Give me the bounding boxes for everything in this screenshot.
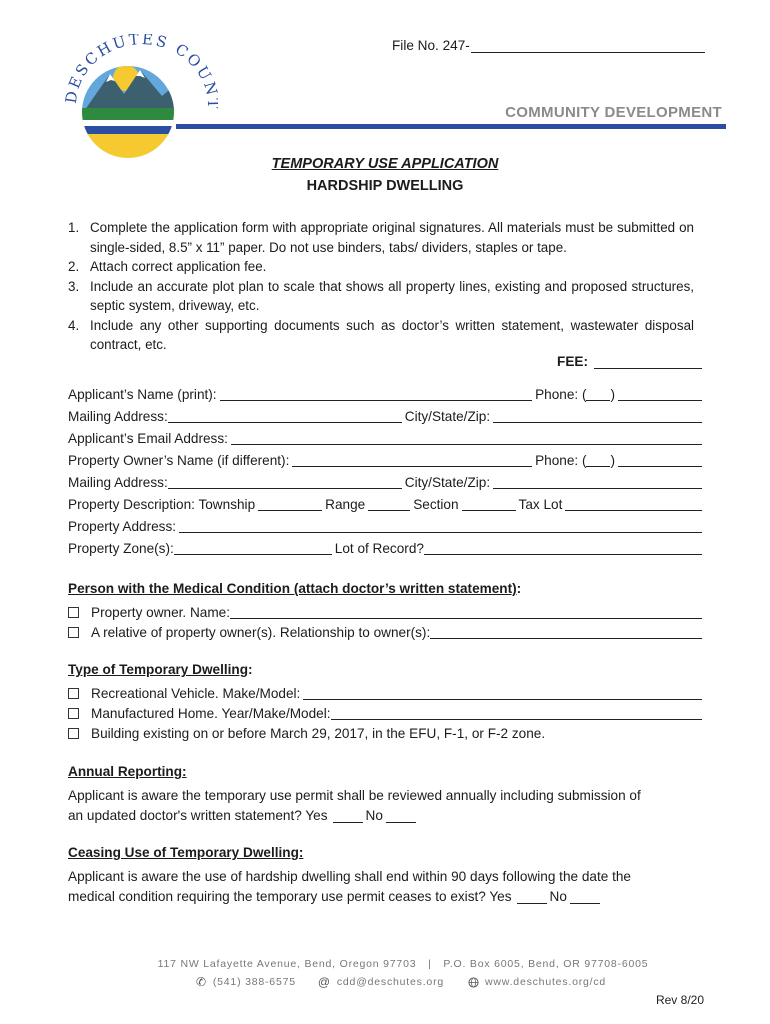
owner-phone-area-code-blank[interactable]	[586, 453, 610, 467]
instruction-number: 2.	[68, 259, 80, 274]
annual-yes-blank[interactable]	[333, 809, 363, 823]
dwelling-heading-text: Type of Temporary Dwelling	[68, 662, 249, 677]
applicant-name-row	[68, 386, 702, 404]
annual-yes-label: an updated doctor's written statement? Yes	[68, 808, 328, 823]
medical-heading-colon: :	[516, 581, 522, 596]
instruction-text: Include an accurate plot plan to scale that shows all property lines, existing and proposed structures, septic system, driveway, etc.	[90, 278, 694, 313]
instruction-text: Complete the application form with appropriate original signatures. All materials must be submitted on single-sided, 8.5” x 11” paper. Do not use binders, tabs/ dividers, staples or tape.	[90, 220, 694, 255]
mailing-address-row	[68, 408, 702, 426]
email-blank[interactable]	[231, 431, 702, 445]
ceasing-yes-label: medical condition requiring the temporary use permit ceases to exist? Yes	[68, 889, 512, 904]
footer-website[interactable]: www.deschutes.org/cd	[485, 976, 607, 988]
manufactured-home-label: Manufactured Home. Year/Make/Model:	[91, 706, 331, 721]
dwelling-option-rv	[68, 685, 702, 703]
header-rule	[176, 124, 726, 129]
ceasing-text-line2	[68, 887, 702, 907]
phone-blank[interactable]	[618, 387, 702, 401]
owner-phone-blank[interactable]	[618, 453, 702, 467]
rv-checkbox[interactable]	[68, 688, 79, 699]
owner-city-state-zip-label: City/State/Zip:	[404, 475, 491, 490]
relationship-blank[interactable]	[430, 625, 702, 639]
dwelling-option-manufactured	[68, 705, 702, 723]
relative-label: A relative of property owner(s). Relationship to owner(s):	[91, 625, 431, 640]
phone-paren-close: )	[610, 387, 615, 402]
phone-icon: ✆	[196, 975, 207, 989]
email-label: Applicant’s Email Address:	[68, 431, 228, 446]
annual-reporting-heading: Annual Reporting:	[68, 764, 187, 779]
instruction-number: 3.	[68, 278, 80, 294]
at-icon: @	[317, 975, 331, 989]
medical-option-owner	[68, 604, 702, 622]
property-owner-checkbox[interactable]	[68, 607, 79, 618]
annual-reporting-text	[68, 786, 702, 826]
medical-heading-text: Person with the Medical Condition (attach doctor’s written statement)	[68, 581, 517, 596]
file-number-blank[interactable]	[471, 40, 705, 53]
footer-po-box: P.O. Box 6005, Bend, OR 97708-6005	[443, 958, 649, 970]
lot-of-record-blank[interactable]	[424, 541, 702, 555]
annual-text-line1: Applicant is aware the temporary use permit shall be reviewed annually including submission of	[68, 788, 641, 803]
township-blank[interactable]	[258, 497, 322, 511]
ceasing-use-heading: Ceasing Use of Temporary Dwelling:	[68, 845, 304, 860]
owner-name-blank[interactable]	[292, 453, 532, 467]
range-label: Range	[325, 497, 366, 512]
property-owner-label: Property owner. Name:	[91, 605, 231, 620]
section-blank[interactable]	[462, 497, 516, 511]
owner-phone-paren-close: )	[610, 453, 615, 468]
tax-lot-blank[interactable]	[565, 497, 702, 511]
applicant-name-label: Applicant’s Name (print):	[68, 387, 217, 402]
fee-label: FEE:	[557, 354, 588, 369]
ceasing-no-blank[interactable]	[570, 890, 600, 904]
annual-no-blank[interactable]	[386, 809, 416, 823]
fee-blank[interactable]	[594, 356, 702, 369]
form-subtitle: HARDSHIP DWELLING	[306, 178, 464, 194]
medical-option-relative	[68, 624, 702, 642]
owner-name-label: Property Owner’s Name (if different):	[68, 453, 290, 468]
property-zone-label: Property Zone(s):	[68, 541, 174, 556]
phone-area-code-blank[interactable]	[586, 387, 610, 401]
email-row	[68, 430, 702, 448]
owner-phone-label: Phone: (	[535, 453, 587, 468]
fee-field	[557, 354, 702, 369]
phone-label: Phone: (	[535, 387, 587, 402]
instruction-item	[68, 277, 694, 316]
owner-mailing-address-row	[68, 474, 702, 492]
section-label: Section	[413, 497, 459, 512]
property-zone-row	[68, 540, 702, 558]
dwelling-section-heading	[68, 662, 253, 677]
property-owner-name-blank[interactable]	[230, 605, 702, 619]
annual-no-label: No	[365, 808, 383, 823]
existing-building-checkbox[interactable]	[68, 728, 79, 739]
township-label: Property Description: Township	[68, 497, 256, 512]
county-logo	[62, 34, 218, 168]
range-blank[interactable]	[368, 497, 410, 511]
mailing-address-blank[interactable]	[168, 409, 402, 423]
footer-address: 117 NW Lafayette Avenue, Bend, Oregon 97703	[157, 958, 417, 970]
owner-name-row	[68, 452, 702, 470]
instruction-item	[68, 257, 694, 277]
medical-section-heading	[68, 581, 521, 596]
property-address-blank[interactable]	[179, 519, 702, 533]
file-number-field	[392, 38, 705, 53]
instruction-number: 4.	[68, 317, 80, 333]
property-zone-blank[interactable]	[174, 541, 332, 555]
instruction-item	[68, 218, 694, 257]
ceasing-use-text	[68, 867, 702, 907]
tax-lot-label: Tax Lot	[518, 497, 563, 512]
ceasing-yes-blank[interactable]	[517, 890, 547, 904]
city-state-zip-label: City/State/Zip:	[404, 409, 491, 424]
footer-contact-line	[196, 975, 606, 989]
instruction-text: Attach correct application fee.	[90, 259, 267, 274]
globe-icon	[468, 977, 479, 988]
logo-text: DESCHUTES COU	[62, 34, 217, 105]
dwelling-heading-colon: :	[248, 662, 253, 677]
owner-mailing-address-blank[interactable]	[168, 475, 402, 489]
instruction-number: 1.	[68, 220, 80, 235]
annual-text-line2	[68, 806, 702, 826]
manufactured-home-blank[interactable]	[331, 706, 702, 720]
revision-label: Rev 8/20	[655, 993, 704, 1007]
instruction-item	[68, 316, 694, 355]
applicant-name-blank[interactable]	[220, 387, 532, 401]
owner-mailing-address-label: Mailing Address:	[68, 475, 168, 490]
department-name: COMMUNITY DEVELOPMENT	[505, 104, 722, 121]
city-state-zip-blank[interactable]	[493, 409, 702, 423]
footer-phone: (541) 388-6575	[212, 976, 296, 988]
file-number-label: File No. 247-	[392, 38, 470, 53]
footer-separator: |	[428, 958, 432, 970]
rv-label: Recreational Vehicle. Make/Model:	[91, 686, 301, 701]
ceasing-text-line1: Applicant is aware the use of hardship dwelling shall end within 90 days following the date the	[68, 869, 631, 884]
manufactured-home-checkbox[interactable]	[68, 708, 79, 719]
footer-address-line	[0, 958, 770, 970]
form-title: TEMPORARY USE APPLICATION	[271, 156, 499, 172]
mailing-address-label: Mailing Address:	[68, 409, 168, 424]
lot-of-record-label: Lot of Record?	[334, 541, 424, 556]
property-address-row	[68, 518, 702, 536]
existing-building-label: Building existing on or before March 29, 2017, in the EFU, F-1, or F-2 zone.	[91, 726, 546, 741]
instruction-text: Include any other supporting documents such as doctor’s written statement, wastewater disposal contract, etc.	[90, 317, 694, 352]
footer-email[interactable]: cdd@deschutes.org	[336, 976, 445, 988]
owner-city-state-zip-blank[interactable]	[493, 475, 702, 489]
relative-checkbox[interactable]	[68, 627, 79, 638]
logo-graphic	[62, 34, 218, 168]
dwelling-option-building	[68, 725, 702, 743]
property-description-row	[68, 496, 702, 514]
ceasing-no-label: No	[549, 889, 567, 904]
instructions-list	[68, 218, 694, 355]
property-address-label: Property Address:	[68, 519, 177, 534]
rv-make-model-blank[interactable]	[303, 686, 702, 700]
